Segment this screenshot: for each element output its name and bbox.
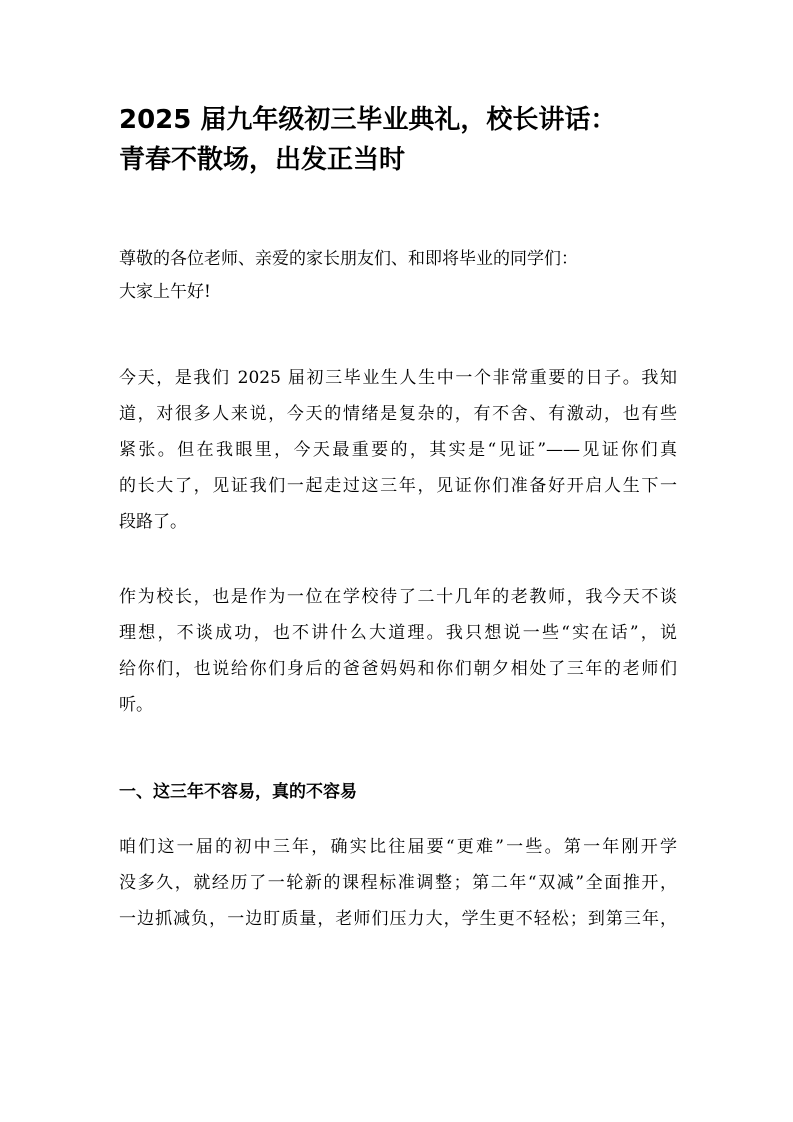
text-line: 紧张。但在我眼里，今天最重要的，其实是“见证”——见证你们真 [119, 440, 677, 460]
text-line: 咱们这一届的初中三年，确实比往届要“更难”一些。第一年刚开学 [119, 837, 677, 857]
paragraph-3 [119, 829, 677, 937]
text-line: 理想，不谈成功，也不讲什么大道理。我只想说一些“实在话”，说 [119, 623, 677, 643]
text-line: 作为校长，也是作为一位在学校待了二十几年的老教师，我今天不谈 [119, 587, 677, 607]
document-title [119, 100, 679, 180]
text-line: 的长大了，见证我们一起走过这三年，见证你们准备好开启人生下一 [119, 476, 677, 496]
text-line: 道，对很多人来说，今天的情绪是复杂的，有不舍、有激动，也有些 [119, 404, 677, 424]
salutation [119, 241, 677, 277]
paragraph-1 [119, 360, 677, 540]
text-line: 尊敬的各位老师、亲爱的家长朋友们、和即将毕业的同学们： [119, 249, 578, 269]
text-line: 听。 [119, 695, 153, 715]
greeting [119, 274, 677, 310]
text-line: 没多久，就经历了一轮新的课程标准调整；第二年“双减”全面推开， [119, 873, 677, 893]
title-line: 青春不散场，出发正当时 [119, 145, 406, 175]
title-line: 2025 届九年级初三毕业典礼，校长讲话： [119, 105, 617, 135]
text-line: 今天，是我们 2025 届初三毕业生人生中一个非常重要的日子。我知 [119, 368, 677, 388]
section-heading [119, 774, 677, 810]
heading-text: 一、这三年不容易，真的不容易 [119, 782, 357, 802]
text-line: 给你们，也说给你们身后的爸爸妈妈和你们朝夕相处了三年的老师们 [119, 659, 677, 679]
text-line: 段路了。 [119, 512, 187, 532]
paragraph-2 [119, 579, 677, 723]
text-line: 一边抓减负，一边盯质量，老师们压力大，学生更不轻松；到第三年， [119, 909, 677, 929]
text-line: 大家上午好! [119, 282, 211, 302]
